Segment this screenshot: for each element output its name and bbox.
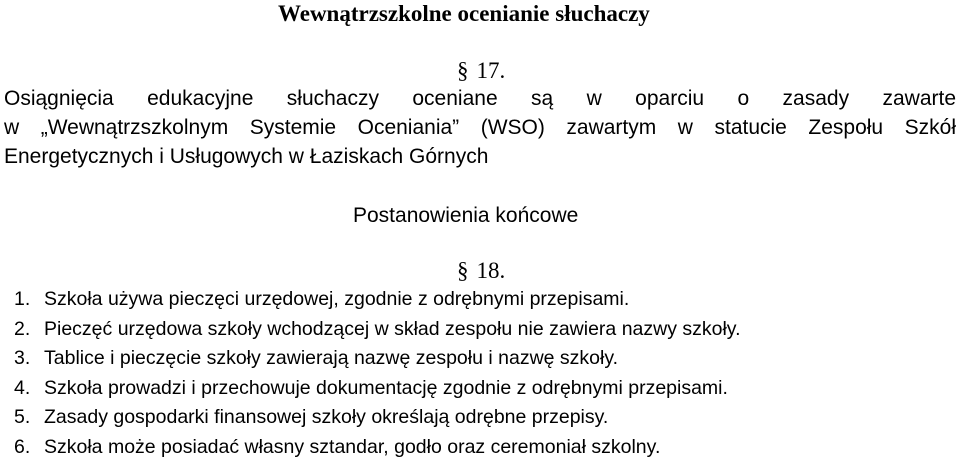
list-item-number: 6. — [14, 435, 31, 458]
final-provisions-heading: Postanowienia końcowe — [353, 204, 579, 227]
provisions-list — [10, 285, 741, 462]
list-item — [10, 433, 741, 462]
section-17-paragraph — [4, 84, 956, 171]
list-item-text: Szkoła może posiadać własny sztandar, godło oraz ceremoniał szkolny. — [44, 435, 661, 458]
list-item-number: 1. — [14, 288, 31, 310]
section-18-heading — [457, 257, 505, 285]
document-title: Wewnątrzszkolne ocenianie słuchaczy — [278, 1, 650, 26]
section-symbol: § — [457, 58, 469, 83]
section-number: 17. — [476, 58, 506, 83]
list-item-text: Zasady gospodarki finansowej szkoły określają odrębne przepisy. — [44, 406, 609, 428]
paragraph-line: Energetycznych i Usługowych w Łaziskach Górnych — [4, 145, 489, 168]
section-symbol: § — [457, 258, 469, 283]
list-item-text: Szkoła prowadzi i przechowuje dokumentację zgodnie z odrębnymi przepisami. — [44, 376, 728, 399]
paragraph-line: Osiągnięcia edukacyjne słuchaczy oceniane są w oparciu o zasady zawarte — [4, 87, 956, 110]
list-item-number: 3. — [14, 347, 31, 369]
list-item — [10, 344, 741, 374]
list-item-text: Tablice i pieczęcie szkoły zawierają nazwę zespołu i nazwę szkoły. — [44, 347, 619, 369]
list-item — [10, 374, 741, 404]
list-item-number: 2. — [14, 317, 31, 340]
list-item — [10, 285, 741, 315]
section-17-heading — [457, 57, 505, 85]
list-item-number: 4. — [14, 376, 31, 399]
list-item — [10, 403, 741, 433]
paragraph-line: w „Wewnątrzszkolnym Systemie Oceniania” (WSO) zawartym w statucie Zespołu Szkół — [4, 116, 956, 139]
list-item-text: Pieczęć urzędowa szkoły wchodzącej w skład zespołu nie zawiera nazwy szkoły. — [44, 317, 741, 340]
list-item-text: Szkoła używa pieczęci urzędowej, zgodnie z odrębnymi przepisami. — [44, 288, 630, 310]
list-item-number: 5. — [14, 406, 31, 428]
section-number: 18. — [476, 258, 506, 283]
list-item — [10, 315, 741, 345]
